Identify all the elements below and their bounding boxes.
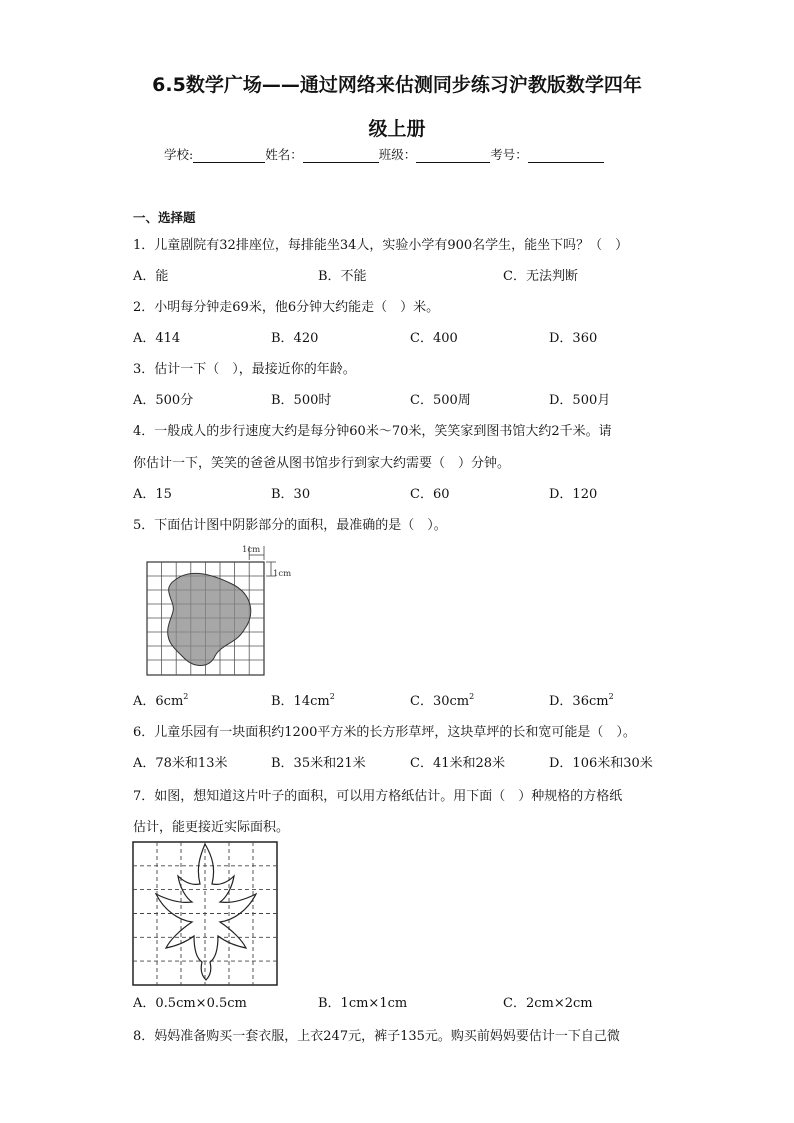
q6-option-a[interactable]: A．78米和13米: [133, 756, 228, 771]
q2-option-d[interactable]: D．360: [549, 331, 598, 346]
q1-option-c[interactable]: C．无法判断: [503, 269, 578, 284]
question-7-line2: 估计，能更接近实际面积。: [133, 820, 290, 835]
student-info-row: [164, 145, 604, 163]
exam-no-blank[interactable]: [528, 148, 604, 163]
q7-option-c[interactable]: C．2cm×2cm: [503, 996, 593, 1011]
q3-option-d[interactable]: D．500月: [549, 393, 611, 408]
question-8: 8．妈妈准备购买一套衣服，上衣247元，裤子135元。购买前妈妈要估计一下自己微: [133, 1029, 620, 1044]
question-6: 6．儿童乐园有一块面积约1200平方米的长方形草坪，这块草坪的长和宽可能是（ ）。: [133, 725, 636, 740]
q5-option-a-label: A．6cm: [133, 694, 184, 709]
question-4-line2: 你估计一下，笑笑的爸爸从图书馆步行到家大约需要（ ）分钟。: [133, 456, 511, 471]
question-4: 4．一般成人的步行速度大约是每分钟60米～70米，笑笑家到图书馆大约2千米。请: [133, 424, 612, 439]
question-7: 7．如图，想知道这片叶子的面积，可以用方格纸估计。用下面（ ）种规格的方格纸: [133, 789, 623, 804]
superscript: 2: [183, 692, 189, 701]
q4-option-b[interactable]: B．30: [271, 487, 311, 502]
q1-option-b[interactable]: B．不能: [318, 269, 367, 284]
shaded-area-grid-figure: [140, 540, 300, 680]
name-label: 姓名：: [265, 147, 303, 162]
school-blank[interactable]: [193, 148, 265, 163]
q5-option-b[interactable]: [271, 690, 335, 709]
unit-label-horizontal: 1cm: [242, 545, 261, 555]
q3-option-b[interactable]: B．500时: [271, 393, 332, 408]
question-2: 2．小明每分钟走69米，他6分钟大约能走（ ）米。: [133, 300, 440, 315]
q1-option-a[interactable]: A．能: [133, 269, 169, 284]
q2-option-a[interactable]: A．414: [133, 331, 181, 346]
superscript: 2: [329, 692, 335, 701]
superscript: 2: [608, 692, 614, 701]
q5-option-c-label: C．30cm: [410, 694, 470, 709]
q5-option-a[interactable]: [133, 690, 188, 709]
q2-option-b[interactable]: B．420: [271, 331, 319, 346]
q7-option-a[interactable]: A．0.5cm×0.5cm: [133, 996, 247, 1011]
q4-option-c[interactable]: C．60: [410, 487, 450, 502]
q6-option-d[interactable]: D．106米和30米: [549, 756, 653, 771]
section-heading: 一、选择题: [133, 210, 196, 225]
q6-option-b[interactable]: B．35米和21米: [271, 756, 366, 771]
class-blank[interactable]: [416, 148, 490, 163]
q5-option-c[interactable]: [410, 690, 474, 709]
leaf-outline: [156, 844, 256, 980]
q5-option-d[interactable]: [549, 690, 614, 709]
question-5: 5．下面估计图中阴影部分的面积，最准确的是（ ）。: [133, 518, 447, 533]
q2-option-c[interactable]: C．400: [410, 331, 458, 346]
exam-no-label: 考号：: [490, 147, 528, 162]
school-label: 学校:: [164, 147, 194, 162]
question-1: 1．儿童剧院有32排座位，每排能坐34人，实验小学有900名学生，能坐下吗？（ ）: [133, 238, 629, 253]
q7-option-b[interactable]: B．1cm×1cm: [318, 996, 408, 1011]
page-title-line2: 级上册: [368, 118, 426, 140]
leaf-grid-figure: [130, 840, 280, 988]
question-3: 3．估计一下（ ），最接近你的年龄。: [133, 362, 356, 377]
q5-option-b-label: B．14cm: [271, 694, 330, 709]
class-label: 班级：: [378, 147, 417, 162]
page-title: 6.5数学广场——通过网络来估测同步练习沪教版数学四年: [152, 74, 642, 96]
superscript: 2: [469, 692, 475, 701]
q6-option-c[interactable]: C．41米和28米: [410, 756, 506, 771]
q3-option-a[interactable]: A．500分: [133, 393, 194, 408]
q5-option-d-label: D．36cm: [549, 694, 609, 709]
q4-option-a[interactable]: A．15: [133, 487, 172, 502]
q3-option-c[interactable]: C．500周: [410, 393, 471, 408]
q4-option-d[interactable]: D．120: [549, 487, 598, 502]
shaded-region: [168, 573, 251, 665]
unit-label-vertical: 1cm: [273, 569, 292, 579]
name-blank[interactable]: [303, 148, 379, 163]
